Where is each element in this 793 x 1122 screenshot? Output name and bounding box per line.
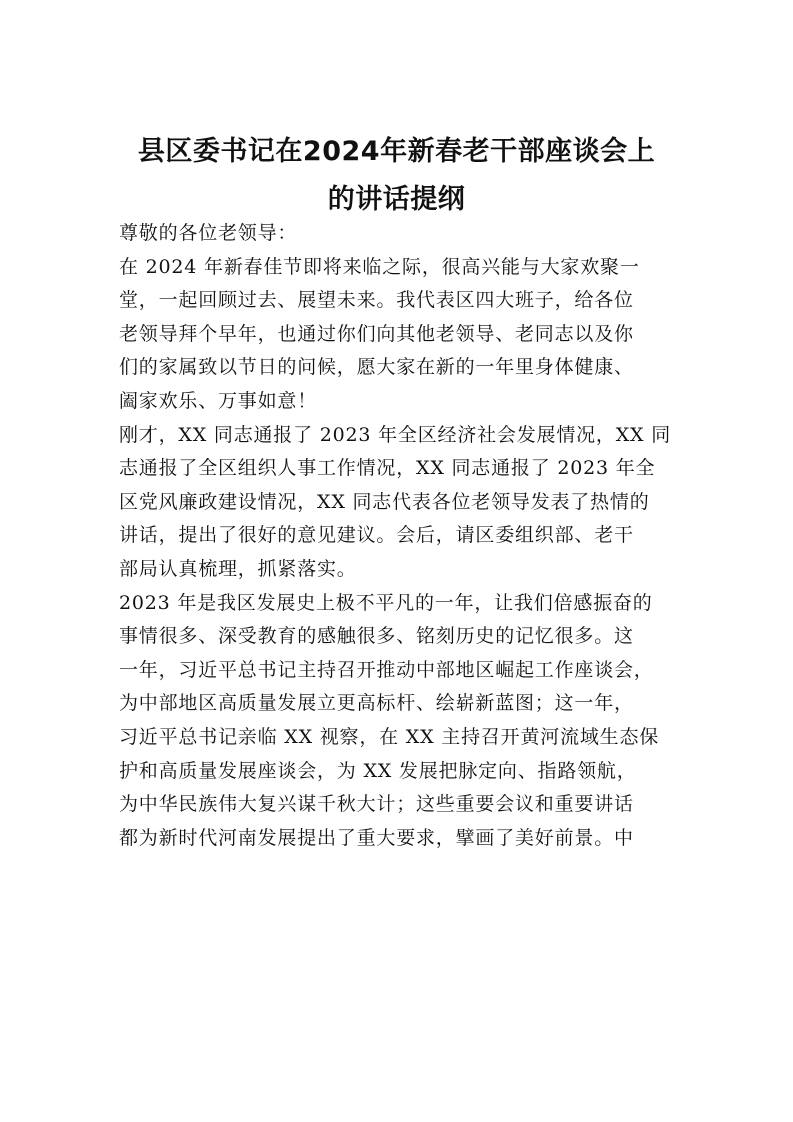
body-line: 刚才，XX 同志通报了 2023 年全区经济社会发展情况，XX 同 <box>119 423 672 446</box>
document-title <box>0 128 793 224</box>
body-line: 区党风廉政建设情况，XX 同志代表各位老领导发表了热情的 <box>119 490 650 513</box>
body-line: 习近平总书记亲临 XX 视察，在 XX 主持召开黄河流域生态保 <box>119 725 660 748</box>
body-line: 在 2024 年新春佳节即将来临之际，很高兴能与大家欢聚一 <box>119 255 640 278</box>
body-line: 老领导拜个早年，也通过你们向其他老领导、老同志以及你 <box>119 322 634 345</box>
body-line: 一年，习近平总书记主持召开推动中部地区崛起工作座谈会， <box>119 658 654 681</box>
body-line: 阖家欢乐、万事如意！ <box>119 389 318 412</box>
body-line: 部局认真梳理，抓紧落实。 <box>119 557 357 580</box>
body-line: 护和高质量发展座谈会，为 XX 发展把脉定向、指路领航， <box>119 759 637 782</box>
body-line: 2023 年是我区发展史上极不平凡的一年，让我们倍感振奋的 <box>119 591 653 614</box>
body-line: 堂，一起回顾过去、展望未来。我代表区四大班子，给各位 <box>119 289 634 312</box>
body-line: 事情很多、深受教育的感触很多、铭刻历史的记忆很多。这 <box>119 625 634 648</box>
title-line: 的讲话提纲 <box>327 184 466 215</box>
body-line: 都为新时代河南发展提出了重大要求，擘画了美好前景。中 <box>119 826 634 849</box>
body-line: 们的家属致以节日的问候，愿大家在新的一年里身体健康、 <box>119 356 634 379</box>
body-line: 为中部地区高质量发展立更高标杆、绘崭新蓝图；这一年， <box>119 692 634 715</box>
body-line: 讲话，提出了很好的意见建议。会后，请区委组织部、老干 <box>119 524 634 547</box>
body-line: 为中华民族伟大复兴谋千秋大计；这些重要会议和重要讲话 <box>119 793 634 816</box>
title-line: 县区委书记在2024年新春老干部座谈会上 <box>137 136 656 167</box>
salutation-line: 尊敬的各位老领导： <box>119 222 298 244</box>
document-body <box>119 217 679 855</box>
body-line: 志通报了全区组织人事工作情况，XX 同志通报了 2023 年全 <box>119 457 656 480</box>
